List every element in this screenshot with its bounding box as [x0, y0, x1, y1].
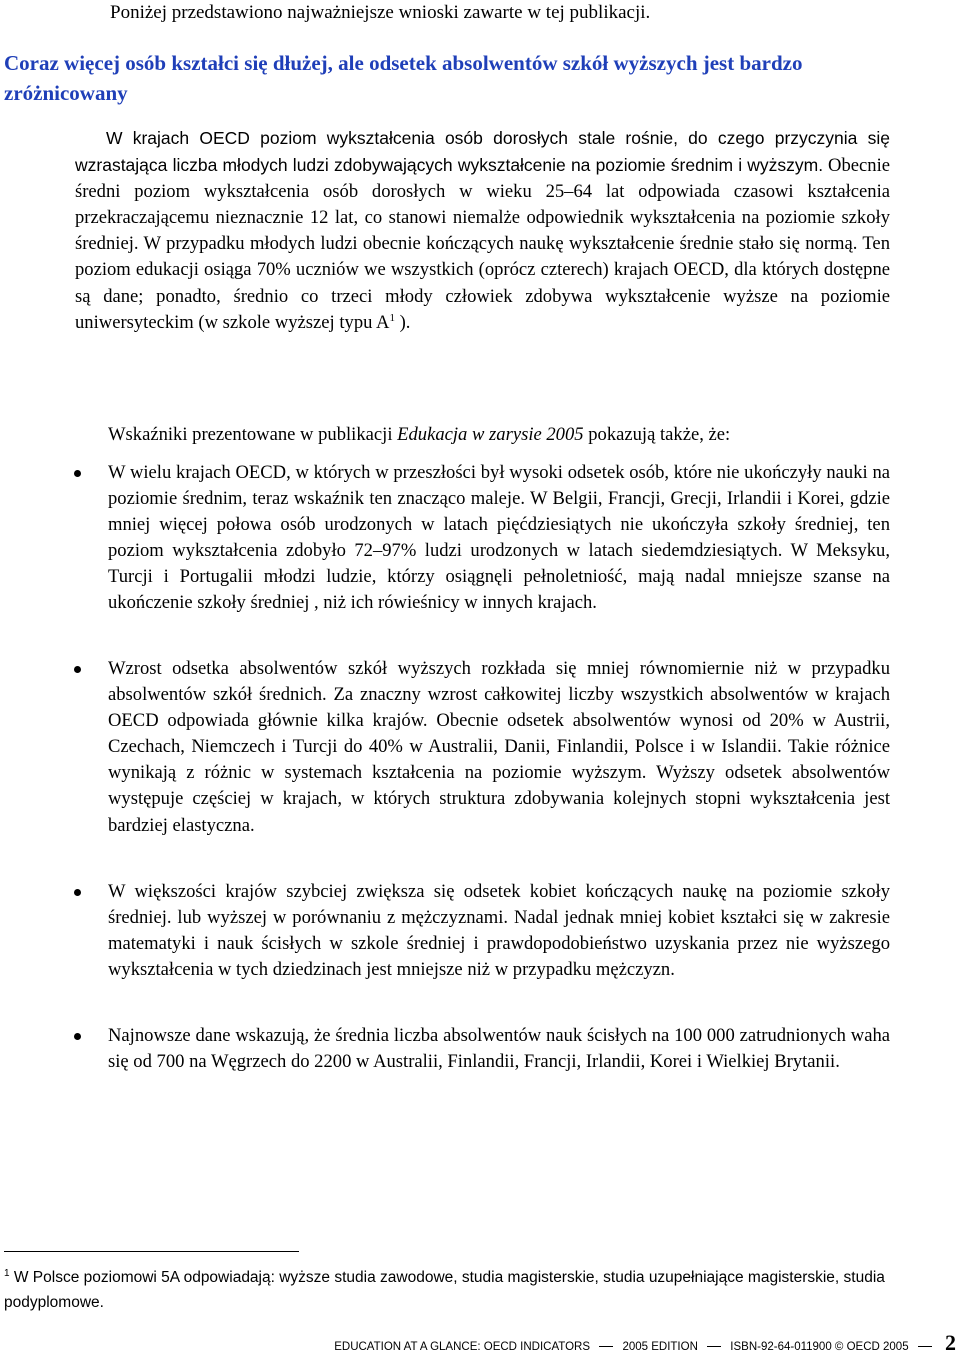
footnote-divider [4, 1251, 299, 1252]
bullet-dot-icon [74, 889, 81, 896]
bullet-dot-icon [74, 470, 81, 477]
footer-title: EDUCATION AT A GLANCE: OECD INDICATORS [334, 1341, 591, 1353]
paragraph-education-level [75, 125, 890, 336]
publication-title: Edukacja w zarysie 2005 [397, 424, 584, 445]
section-heading: Coraz więcej osób kształci się dłużej, ale odsetek absolwentów szkół wyższych jest bardzo zróżnicowany [4, 51, 803, 105]
bullet-dot-icon [74, 666, 81, 673]
footer-copyright: © OECD 2005 [834, 1341, 909, 1353]
bullet-text: Wzrost odsetka absolwentów szkół wyższych rozkłada się mniej równomiernie niż w przypadku absolwentów szkół średnich. Za znaczny wzrost całkowitej liczby wszystkich absolwentów w krajach OECD odpowiada głównie kilka krajów. Obecnie odsetek absolwentów wynosi od 20% w Austrii, Czechach, Niemczech i Turcji do 40% w Australii, Danii, Finlandii, Polsce i w Islandii. Takie różnice wynikają z różnic w systemach kształcenia na poziomie wyższym. Wyższy odsetek absolwentów występuje częściej w krajach, w których struktura zdobywania kolejnych stopni wykształcenia jest bardziej elastyczna. [108, 658, 890, 836]
bullet-text: W większości krajów szybciej zwiększa się odsetek kobiet kończących naukę na poziomie szkoły średniej. lub wyższej w porównaniu z mężczyznami. Nadal jednak mniej kobiet kształci się w zakresie matematyki i nauk ścisłych w szkole średniej i prawdopodobieństwo uzyskania przez nie wyższego wykształcenia w tych dziedzinach jest mniejsze niż w przypadku mężczyzn. [108, 881, 890, 981]
footnote [4, 1265, 904, 1315]
paragraph-lead: W krajach OECD poziom wykształcenia osób dorosłych stale rośnie, do czego przyczynia się wzrastająca liczba młodych ludzi zdobywających wykształcenie na poziomie średnim i wyższym. [75, 128, 890, 176]
page-number: 2 [945, 1330, 956, 1355]
paragraph-end: ). [394, 311, 411, 333]
footer-separator [707, 1346, 721, 1347]
bullet-item [108, 879, 890, 983]
footnote-reference[interactable]: 1 [389, 311, 395, 324]
bullet-item [108, 460, 890, 617]
footer-separator [918, 1346, 932, 1347]
bullet-text: Najnowsze dane wskazują, że średnia liczba absolwentów nauk ścisłych na 100 000 zatrudnionych waha się od 700 na Węgrzech do 2200 w Australii, Finlandii, Francji, Irlandii, Korei i Wielkiej Brytanii. [108, 1025, 890, 1073]
bullet-text: W wielu krajach OECD, w których w przeszłości był wysoki odsetek osób, które nie ukończyły nauki na poziomie średnim, teraz wskaźnik ten znacząco maleje. W Belgii, Francji, Grecji, Irlandii i Korei, gdzie mniej więcej połowa osób urodzonych w latach pięćdziesiątych nie ukończyła szkoły średniej, ten poziom wykształcenia zdobyło 72–97% ludzi urodzonych w latach siedemdziesiątych. W Meksyku, Turcji i Portugalii młodzi ludzie, którzy osiągnęli pełnoletniość, mają nadal mniejsze szanse na ukończenie szkoły średniej , niż ich rówieśnicy w innych krajach. [108, 462, 890, 614]
footer-edition: 2005 EDITION [622, 1341, 698, 1353]
footer-isbn: ISBN-92-64-011900 [730, 1341, 832, 1353]
indicators-intro [108, 422, 908, 448]
footnote-marker: 1 [4, 1267, 10, 1279]
bullet-dot-icon [74, 1033, 81, 1040]
indicators-prefix: Wskaźniki prezentowane w publikacji [108, 424, 398, 445]
intro-text: Poniżej przedstawiono najważniejsze wnioski zawarte w tej publikacji. [110, 2, 651, 23]
bullet-item [108, 1023, 890, 1075]
indicators-suffix: pokazują także, że: [583, 424, 731, 445]
paragraph-body: Obecnie średni poziom wykształcenia osób dorosłych w wieku 25–64 lat odpowiada czasowi kształcenia przekraczającemu nieznacznie 12 lat, co stanowi niemalże odpowiednik wykształcenia na poziomie szkoły średniej. W przypadku młodych ludzi obecnie kończących naukę wykształcenie średnie stało się normą. Ten poziom edukacji osiąga 70% uczniów we wszystkich (oprócz czterech) krajach OECD, dla których dostępne są dane; ponadto, średnio co trzeci młody człowiek zdobywa wykształcenie wyższe na poziomie uniwersyteckim (w szkole wyższej typu A [75, 155, 890, 333]
footer-separator [599, 1346, 613, 1347]
page-footer [334, 1330, 956, 1356]
footnote-text: W Polsce poziomowi 5A odpowiadają: wyższe studia zawodowe, studia magisterskie, studia uzupełniające magisterskie, studia podyplomowe. [4, 1269, 885, 1311]
bullet-item [108, 656, 890, 839]
